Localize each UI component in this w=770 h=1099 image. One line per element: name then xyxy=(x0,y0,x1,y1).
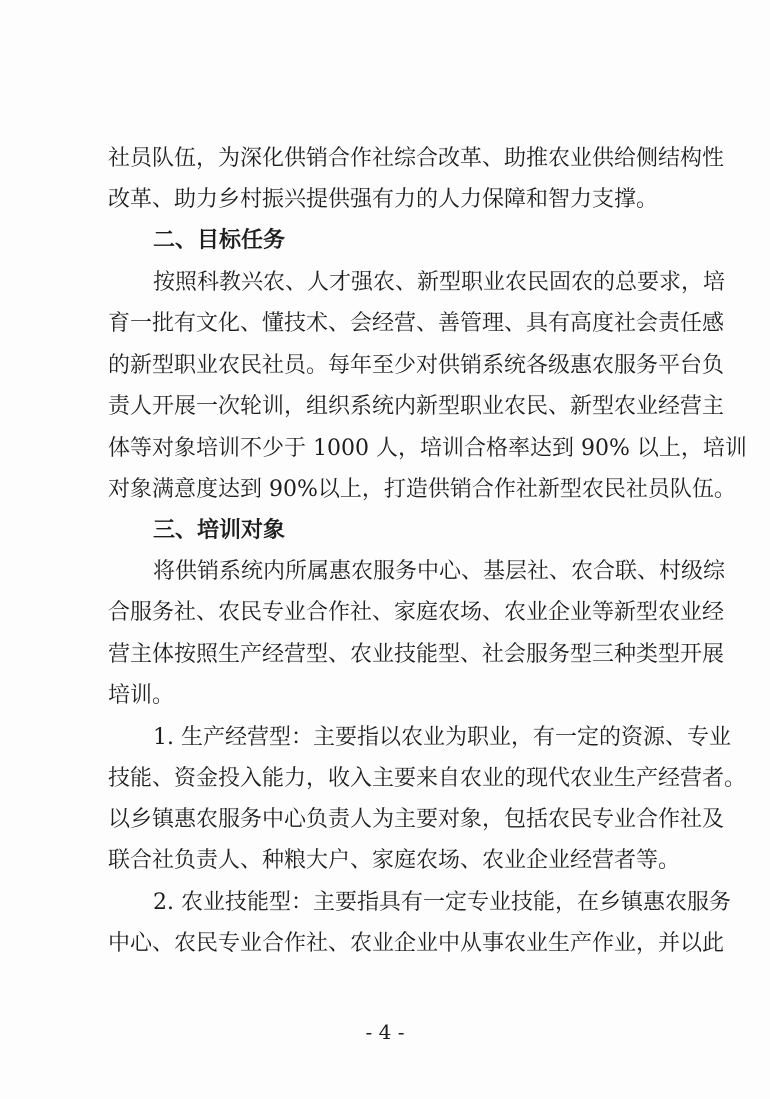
paragraph-line: 的新型职业农民社员。每年至少对供销系统各级惠农服务平台负 xyxy=(108,353,725,378)
paragraph-line: 中心、农民专业合作社、农业企业中从事农业生产作业，并以此 xyxy=(108,931,725,956)
paragraph-line: 技能、资金投入能力，收入主要来自农业的现代农业生产经营者。 xyxy=(108,766,747,791)
paragraph-line: 改革、助力乡村振兴提供强有力的人力保障和智力支撑。 xyxy=(108,187,659,212)
section-heading: 三、培训对象 xyxy=(153,518,286,543)
paragraph-line: 责人开展一次轮训，组织系统内新型职业农民、新型农业经营主 xyxy=(108,394,725,419)
page-number: - 4 - xyxy=(365,1020,405,1044)
section-heading: 二、目标任务 xyxy=(153,228,286,253)
paragraph-line: 社员队伍，为深化供销合作社综合改革、助推农业供给侧结构性 xyxy=(108,146,725,171)
paragraph-line: 培训。 xyxy=(108,683,175,708)
paragraph-line: 2. 农业技能型：主要指具有一定专业技能，在乡镇惠农服务 xyxy=(153,890,731,915)
paragraph-line: 按照科教兴农、人才强农、新型职业农民固农的总要求，培 xyxy=(153,270,726,295)
paragraph-line: 育一批有文化、懂技术、会经营、善管理、具有高度社会责任感 xyxy=(108,311,725,336)
paragraph-line: 营主体按照生产经营型、农业技能型、社会服务型三种类型开展 xyxy=(108,642,725,667)
paragraph-line: 对象满意度达到 90%以上，打造供销合作社新型农民社员队伍。 xyxy=(108,477,736,502)
paragraph-line: 联合社负责人、种粮大户、家庭农场、农业企业经营者等。 xyxy=(108,848,681,873)
paragraph-line: 将供销系统内所属惠农服务中心、基层社、农合联、村级综 xyxy=(153,559,726,584)
paragraph-line: 1. 生产经营型：主要指以农业为职业，有一定的资源、专业 xyxy=(153,725,731,750)
paragraph-line: 体等对象培训不少于 1000 人，培训合格率达到 90% 以上，培训 xyxy=(108,436,747,461)
paragraph-line: 以乡镇惠农服务中心负责人为主要对象，包括农民专业合作社及 xyxy=(108,807,725,832)
paragraph-line: 合服务社、农民专业合作社、家庭农场、农业企业等新型农业经 xyxy=(108,600,725,625)
